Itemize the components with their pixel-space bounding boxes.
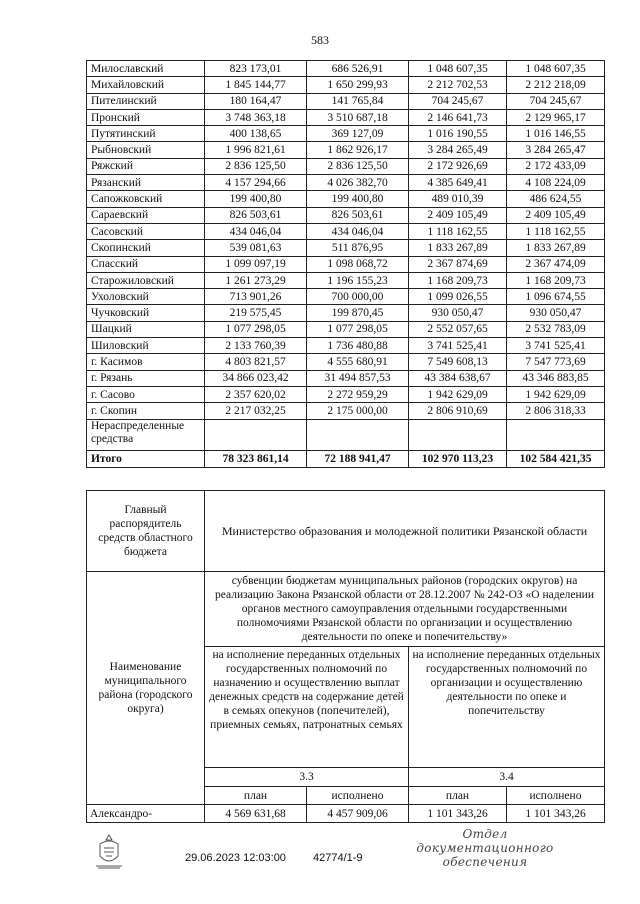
- plan-header-2: план: [409, 787, 507, 805]
- table-row: [87, 240, 605, 256]
- table-row: [87, 805, 605, 823]
- district-name: Чучковский: [87, 305, 205, 321]
- table-row: [87, 289, 605, 305]
- footer-doc-number: 42774/1-9: [313, 852, 363, 864]
- value-3: 7 549 608,13: [409, 354, 507, 370]
- value-1: 1 845 144,77: [205, 77, 307, 93]
- value-3: 930 050,47: [409, 305, 507, 321]
- value-2: 2 175 000,00: [307, 403, 409, 419]
- subvention-description: субвенции бюджетам муниципальных районов (городских округов) на реализацию Закона Рязанской области от 28.12.2007 № 242-ОЗ «О наделении органов местного самоуправления отдельными государственными полномочиями Рязанской области по организации и осуществлению деятельности по опеке и попечительству»: [205, 572, 605, 647]
- value-3: 43 384 638,67: [409, 370, 507, 386]
- district-totals-table: [86, 60, 605, 468]
- value-4: 1 096 674,55: [507, 289, 605, 305]
- value-1: 2 357 620,02: [205, 386, 307, 402]
- value-4: 2 212 218,09: [507, 77, 605, 93]
- value-1: 219 575,45: [205, 305, 307, 321]
- value-2: 31 494 857,53: [307, 370, 409, 386]
- value-1: 2 836 125,50: [205, 158, 307, 174]
- value-2: 826 503,61: [307, 207, 409, 223]
- value-4: 43 346 883,85: [507, 370, 605, 386]
- value-4: 1 048 607,35: [507, 61, 605, 77]
- value-2: 1 862 926,17: [307, 142, 409, 158]
- unallocated-label: Нераспределенные средства: [87, 419, 205, 450]
- value-3: 2 552 057,65: [409, 321, 507, 337]
- district-name: Шацкий: [87, 321, 205, 337]
- value-4: 2 367 474,09: [507, 256, 605, 272]
- value-4: 2 409 105,49: [507, 207, 605, 223]
- table-row: [87, 126, 605, 142]
- total-value-2: 72 188 941,47: [307, 450, 409, 467]
- total-value-1: 78 323 861,14: [205, 450, 307, 467]
- value-2: 3 510 687,18: [307, 109, 409, 125]
- value-1: 199 400,80: [205, 191, 307, 207]
- district-name: Сасовский: [87, 223, 205, 239]
- ministry-name: Министерство образования и молодежной политики Рязанской области: [205, 491, 605, 572]
- value-4: 1 168 209,73: [507, 272, 605, 288]
- value-4: 3 284 265,47: [507, 142, 605, 158]
- value-2: 141 765,84: [307, 93, 409, 109]
- value-1: 434 046,04: [205, 223, 307, 239]
- table-row: [87, 403, 605, 419]
- value-1: 2 133 760,39: [205, 338, 307, 354]
- value-4: 1 942 629,09: [507, 386, 605, 402]
- value-1: 2 217 032,25: [205, 403, 307, 419]
- value-3: 3 284 265,49: [409, 142, 507, 158]
- value-3: 3 741 525,41: [409, 338, 507, 354]
- value-1: 539 081,63: [205, 240, 307, 256]
- table-row: [87, 175, 605, 191]
- value-1: 826 503,61: [205, 207, 307, 223]
- value-3: 489 010,39: [409, 191, 507, 207]
- table-row: [87, 77, 605, 93]
- code-3-4: 3.4: [409, 768, 605, 787]
- value-4: 3 741 525,41: [507, 338, 605, 354]
- table-row: [87, 321, 605, 337]
- value-3: 1 168 209,73: [409, 272, 507, 288]
- value-2: 1 736 480,88: [307, 338, 409, 354]
- value-3: 2 212 702,53: [409, 77, 507, 93]
- district-name: Рыбновский: [87, 142, 205, 158]
- value-plan-3-4: 1 101 343,26: [409, 805, 507, 823]
- value-3: 2 806 910,69: [409, 403, 507, 419]
- value-4: 1 016 146,55: [507, 126, 605, 142]
- value-1: 1 996 821,61: [205, 142, 307, 158]
- value-4: 4 108 224,09: [507, 175, 605, 191]
- chief-administrator-label: Главный распорядитель средств областного бюджета: [87, 491, 205, 572]
- value-1: 713 901,26: [205, 289, 307, 305]
- table-row: [87, 158, 605, 174]
- value-3: 2 367 874,69: [409, 256, 507, 272]
- value-3: 2 172 926,69: [409, 158, 507, 174]
- value-4: 486 624,55: [507, 191, 605, 207]
- value-2: 1 650 299,93: [307, 77, 409, 93]
- value-plan-3-3: 4 569 631,68: [205, 805, 307, 823]
- value-2: 1 077 298,05: [307, 321, 409, 337]
- unallocated-row: [87, 419, 605, 450]
- code-3-3: 3.3: [205, 768, 409, 787]
- district-name: г. Сасово: [87, 386, 205, 402]
- value-1: 180 164,47: [205, 93, 307, 109]
- value-3: 1 048 607,35: [409, 61, 507, 77]
- value-2: 199 870,45: [307, 305, 409, 321]
- document-office-stamp: Отдел документационного обеспечения: [416, 827, 554, 869]
- table-row: [87, 386, 605, 402]
- table-row: [87, 93, 605, 109]
- value-3: 1 833 267,89: [409, 240, 507, 256]
- district-name: г. Касимов: [87, 354, 205, 370]
- district-name: Рязанский: [87, 175, 205, 191]
- table-row: [87, 370, 605, 386]
- value-2: 1 196 155,23: [307, 272, 409, 288]
- value-4: 2 172 433,09: [507, 158, 605, 174]
- district-name: г. Скопин: [87, 403, 205, 419]
- value-2: 2 272 959,29: [307, 386, 409, 402]
- value-4: 2 806 318,33: [507, 403, 605, 419]
- value-done-3-4: 1 101 343,26: [507, 805, 605, 823]
- value-2: 4 555 680,91: [307, 354, 409, 370]
- regional-emblem-icon: [92, 832, 126, 870]
- table-row: [87, 142, 605, 158]
- value-1: 1 077 298,05: [205, 321, 307, 337]
- table-row: [87, 272, 605, 288]
- value-3: 4 385 649,41: [409, 175, 507, 191]
- value-2: 434 046,04: [307, 223, 409, 239]
- district-name: Александро-: [87, 805, 205, 823]
- district-name: Пителинский: [87, 93, 205, 109]
- table-row: [87, 61, 605, 77]
- total-row: [87, 450, 605, 467]
- district-name: Пронский: [87, 109, 205, 125]
- value-4: 704 245,67: [507, 93, 605, 109]
- value-3: 704 245,67: [409, 93, 507, 109]
- value-2: 4 026 382,70: [307, 175, 409, 191]
- detail-payments: на исполнение переданных отдельных государственных полномочий по назначению и осуществлению выплат денежных средств на содержание детей в семьях опекунов (попечителей), приемных семьях, патронатных семьях: [205, 647, 409, 768]
- detail-guardianship: на исполнение переданных отдельных государственных полномочий по организации и осуществлению деятельности по опеке и попечительству: [409, 647, 605, 768]
- page-number: 583: [311, 33, 329, 47]
- value-4: 7 547 773,69: [507, 354, 605, 370]
- value-4: 1 833 267,89: [507, 240, 605, 256]
- district-name: Старожиловский: [87, 272, 205, 288]
- value-4: 2 532 783,09: [507, 321, 605, 337]
- total-value-4: 102 584 421,35: [507, 450, 605, 467]
- value-2: 700 000,00: [307, 289, 409, 305]
- value-1: 34 866 023,42: [205, 370, 307, 386]
- value-done-3-3: 4 457 909,06: [307, 805, 409, 823]
- value-1: 4 157 294,66: [205, 175, 307, 191]
- district-name: Ряжский: [87, 158, 205, 174]
- done-header-1: исполнено: [307, 787, 409, 805]
- value-3: 2 146 641,73: [409, 109, 507, 125]
- table-row: [87, 256, 605, 272]
- table-row: [87, 109, 605, 125]
- district-name: Шиловский: [87, 338, 205, 354]
- district-name: г. Рязань: [87, 370, 205, 386]
- value-3: 2 409 105,49: [409, 207, 507, 223]
- value-2: 199 400,80: [307, 191, 409, 207]
- value-1: 1 261 273,29: [205, 272, 307, 288]
- value-1: 4 803 821,57: [205, 354, 307, 370]
- value-1: 400 138,65: [205, 126, 307, 142]
- value-3: 1 016 190,55: [409, 126, 507, 142]
- district-name: Спасский: [87, 256, 205, 272]
- table-row: [87, 223, 605, 239]
- district-name: Путятинский: [87, 126, 205, 142]
- value-1: 823 173,01: [205, 61, 307, 77]
- value-2: 369 127,09: [307, 126, 409, 142]
- total-value-3: 102 970 113,23: [409, 450, 507, 467]
- ministry-subvention-table: [86, 490, 605, 823]
- total-label: Итого: [87, 450, 205, 467]
- district-name: Сапожковский: [87, 191, 205, 207]
- table-row: [87, 207, 605, 223]
- municipality-label: Наименование муниципального района (городского округа): [87, 572, 205, 805]
- value-4: 2 129 965,17: [507, 109, 605, 125]
- footer-datetime: 29.06.2023 12:03:00: [185, 852, 286, 864]
- district-name: Михайловский: [87, 77, 205, 93]
- district-name: Милославский: [87, 61, 205, 77]
- done-header-2: исполнено: [507, 787, 605, 805]
- table-row: [87, 191, 605, 207]
- value-4: 1 118 162,55: [507, 223, 605, 239]
- plan-header-1: план: [205, 787, 307, 805]
- value-3: 1 099 026,55: [409, 289, 507, 305]
- value-2: 686 526,91: [307, 61, 409, 77]
- district-name: Сараевский: [87, 207, 205, 223]
- district-name: Ухоловский: [87, 289, 205, 305]
- table-row: [87, 305, 605, 321]
- value-3: 1 118 162,55: [409, 223, 507, 239]
- value-2: 511 876,95: [307, 240, 409, 256]
- value-2: 1 098 068,72: [307, 256, 409, 272]
- value-3: 1 942 629,09: [409, 386, 507, 402]
- district-name: Скопинский: [87, 240, 205, 256]
- value-1: 3 748 363,18: [205, 109, 307, 125]
- table-row: [87, 354, 605, 370]
- value-2: 2 836 125,50: [307, 158, 409, 174]
- value-4: 930 050,47: [507, 305, 605, 321]
- value-1: 1 099 097,19: [205, 256, 307, 272]
- table-row: [87, 338, 605, 354]
